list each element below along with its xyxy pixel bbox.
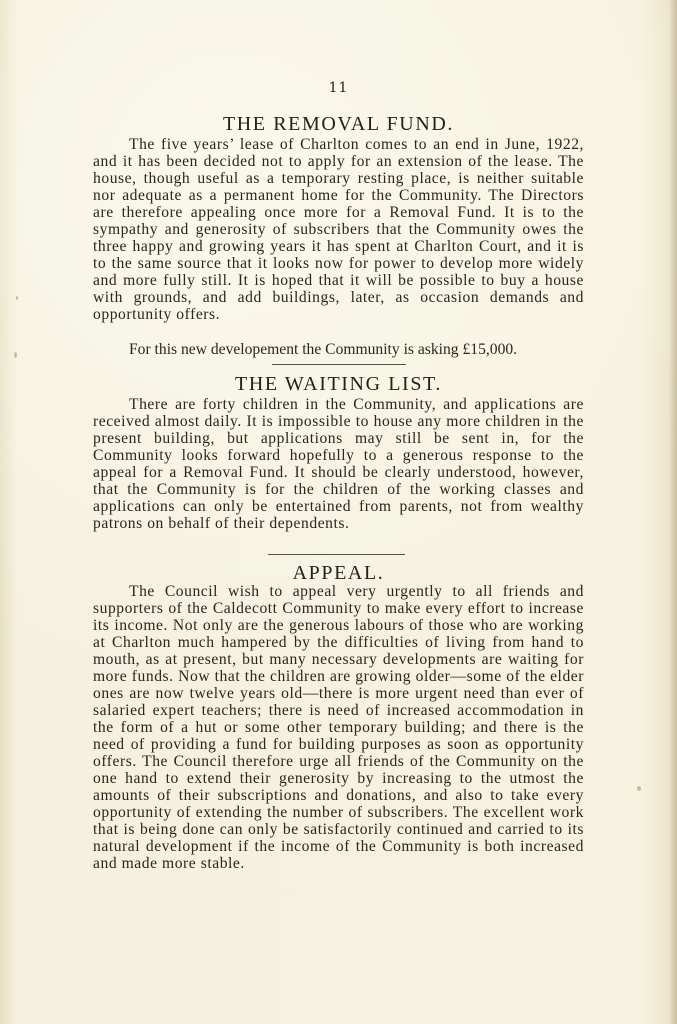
paper-speck xyxy=(14,352,17,358)
appeal-heading: APPEAL. xyxy=(292,562,385,584)
section-divider xyxy=(268,554,405,555)
removal-fund-heading: THE REMOVAL FUND. xyxy=(222,113,455,135)
appeal-paragraph: The Council wish to appeal very urgently to all friends and supporters of the Caldecott Community to make every effort to increase its income. Not only are the generous labours of those who are working at Charlton much hampered by the difficulties of living from hand to mouth, as at present, but many necessary developments are waiting for more funds. Now that the children are growing older—some of the elder ones are now twelve years old—there is more urgent need than ever of salaried expert teachers; there is need of increased accommodation in the form of a hut or some other temporary building; and there is the need of providing a fund for building purposes as soon as opportunity offers. The Council therefore urge all friends of the Community on the one hand to extend their generosity by increasing to the utmost the amounts of their subscriptions and donations, and also to take every opportunity of extending the number of subscribers. The excellent work that is being done can only be satisfactorily continued and carried to its natural development if the income of the Community is both increased and made more stable. xyxy=(93,583,584,872)
waiting-list-paragraph: There are forty children in the Community, and applications are received almost daily. It is impossible to house any more children in the present building, but applications may still be sent in, for the Community looks forward hopefully to a generous response to the appeal for a Removal Fund. It should be clearly understood, however, that the Community is for the children of the working classes and applications can only be entertained from parents, not from wealthy patrons on behalf of their dependents. xyxy=(93,396,584,532)
section-divider xyxy=(272,364,406,365)
paper-speck xyxy=(16,296,18,300)
removal-fund-paragraph: The five years’ lease of Charlton comes to an end in June, 1922, and it has been decided not to apply for an extension of the lease. The house, though useful as a temporary resting place, is neither suitable nor adequate as a permanent home for the Community. The Directors are therefore appealing once more for a Removal Fund. It is to the sympathy and generosity of subscribers that the Community owes the three happy and growing years it has spent at Charlton Court, and it is to the same source that it looks now for power to develop more widely and more fully still. It is hoped that it will be possible to buy a house with grounds, and add buildings, later, as occasion demands and opportunity offers. xyxy=(93,136,584,323)
removal-fund-closing-line: For this new developement the Community is asking £15,000. xyxy=(129,341,518,358)
paper-speck xyxy=(637,786,641,791)
page-number: 11 xyxy=(328,80,349,96)
waiting-list-heading: THE WAITING LIST. xyxy=(235,373,442,395)
page-edge-shadow xyxy=(669,0,677,1024)
